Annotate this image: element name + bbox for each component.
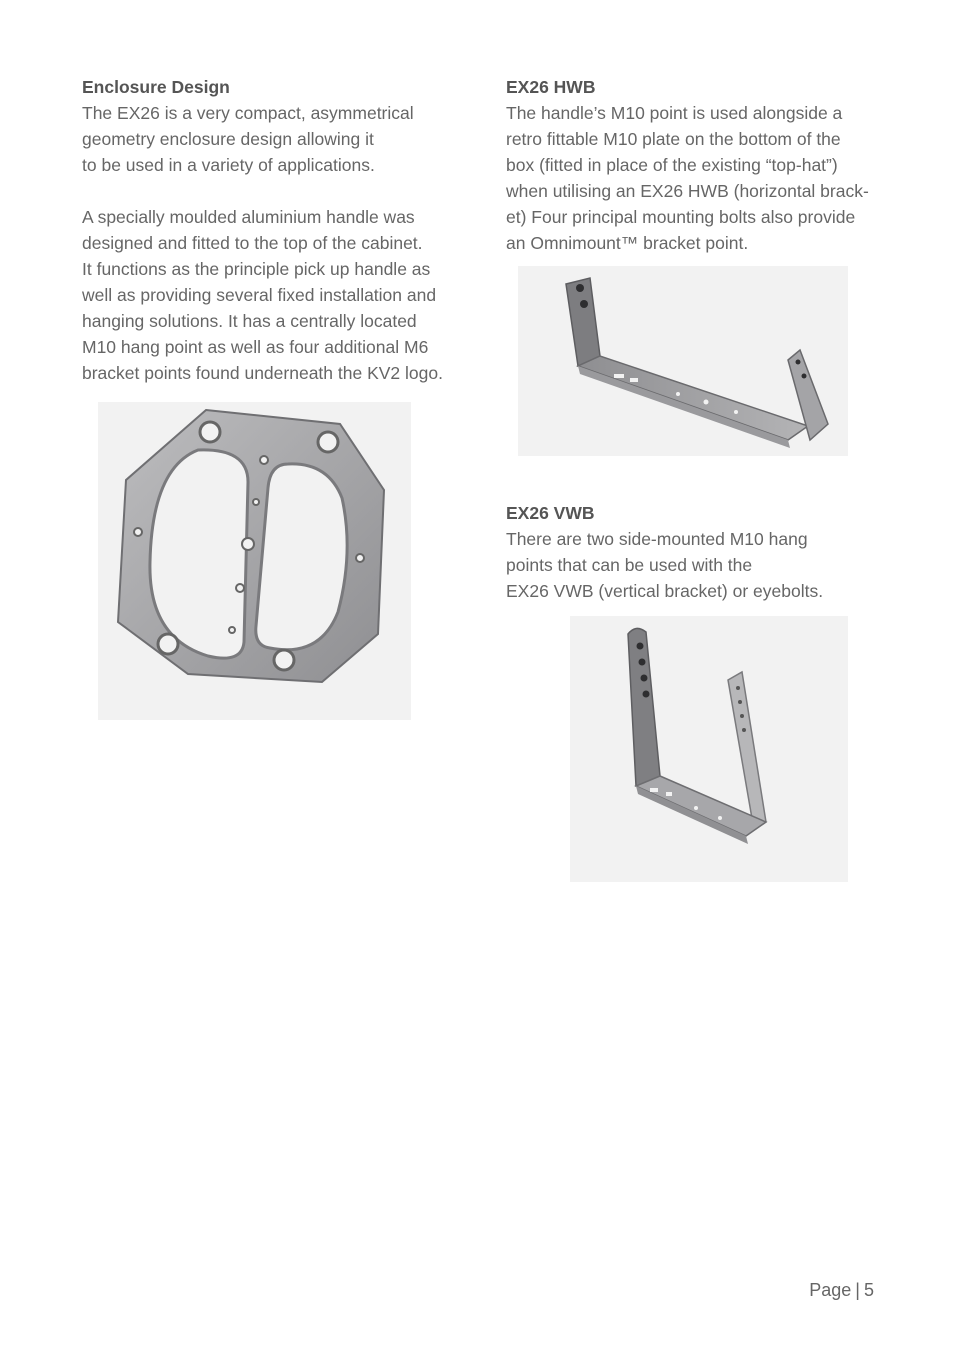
- vertical-bracket-image: [570, 616, 848, 882]
- vwb-heading: EX26 VWB: [506, 503, 595, 523]
- enclosure-design-paragraph-1: The EX26 is a very compact, asymmetrical geometry enclosure design allowing it to be used in a variety of applications.: [82, 103, 414, 175]
- page-separator: |: [855, 1280, 860, 1300]
- hwb-paragraph: The handle’s M10 point is used alongside a retro fittable M10 plate on the bottom of the box (fitted in place of the existing “top-hat”) when utilising an EX26 HWB (horizontal brack- et) Four principal mounting bolts also provide an Omnimount™ bracket point.: [506, 103, 869, 253]
- enclosure-design-heading: Enclosure Design: [82, 77, 230, 97]
- hwb-heading: EX26 HWB: [506, 77, 596, 97]
- page-label: Page: [809, 1280, 852, 1300]
- left-column: [82, 74, 472, 386]
- handle-plate-image: [98, 402, 411, 720]
- page-number: 5: [863, 1280, 874, 1300]
- vwb-section: [506, 500, 886, 604]
- vwb-paragraph: There are two side-mounted M10 hang points that can be used with the EX26 VWB (vertical bracket) or eyebolts.: [506, 529, 824, 601]
- page-footer: [809, 1280, 874, 1301]
- enclosure-design-paragraph-2: A specially moulded aluminium handle was designed and fitted to the top of the cabinet. It functions as the principle pick up handle as well as providing several fixed installation and hanging solutions. It has a centrally located M10 hang point as well as four additional M6 bracket points found underneath the KV2 logo.: [82, 207, 443, 383]
- horizontal-bracket-image: [518, 266, 848, 456]
- right-column: [506, 74, 886, 256]
